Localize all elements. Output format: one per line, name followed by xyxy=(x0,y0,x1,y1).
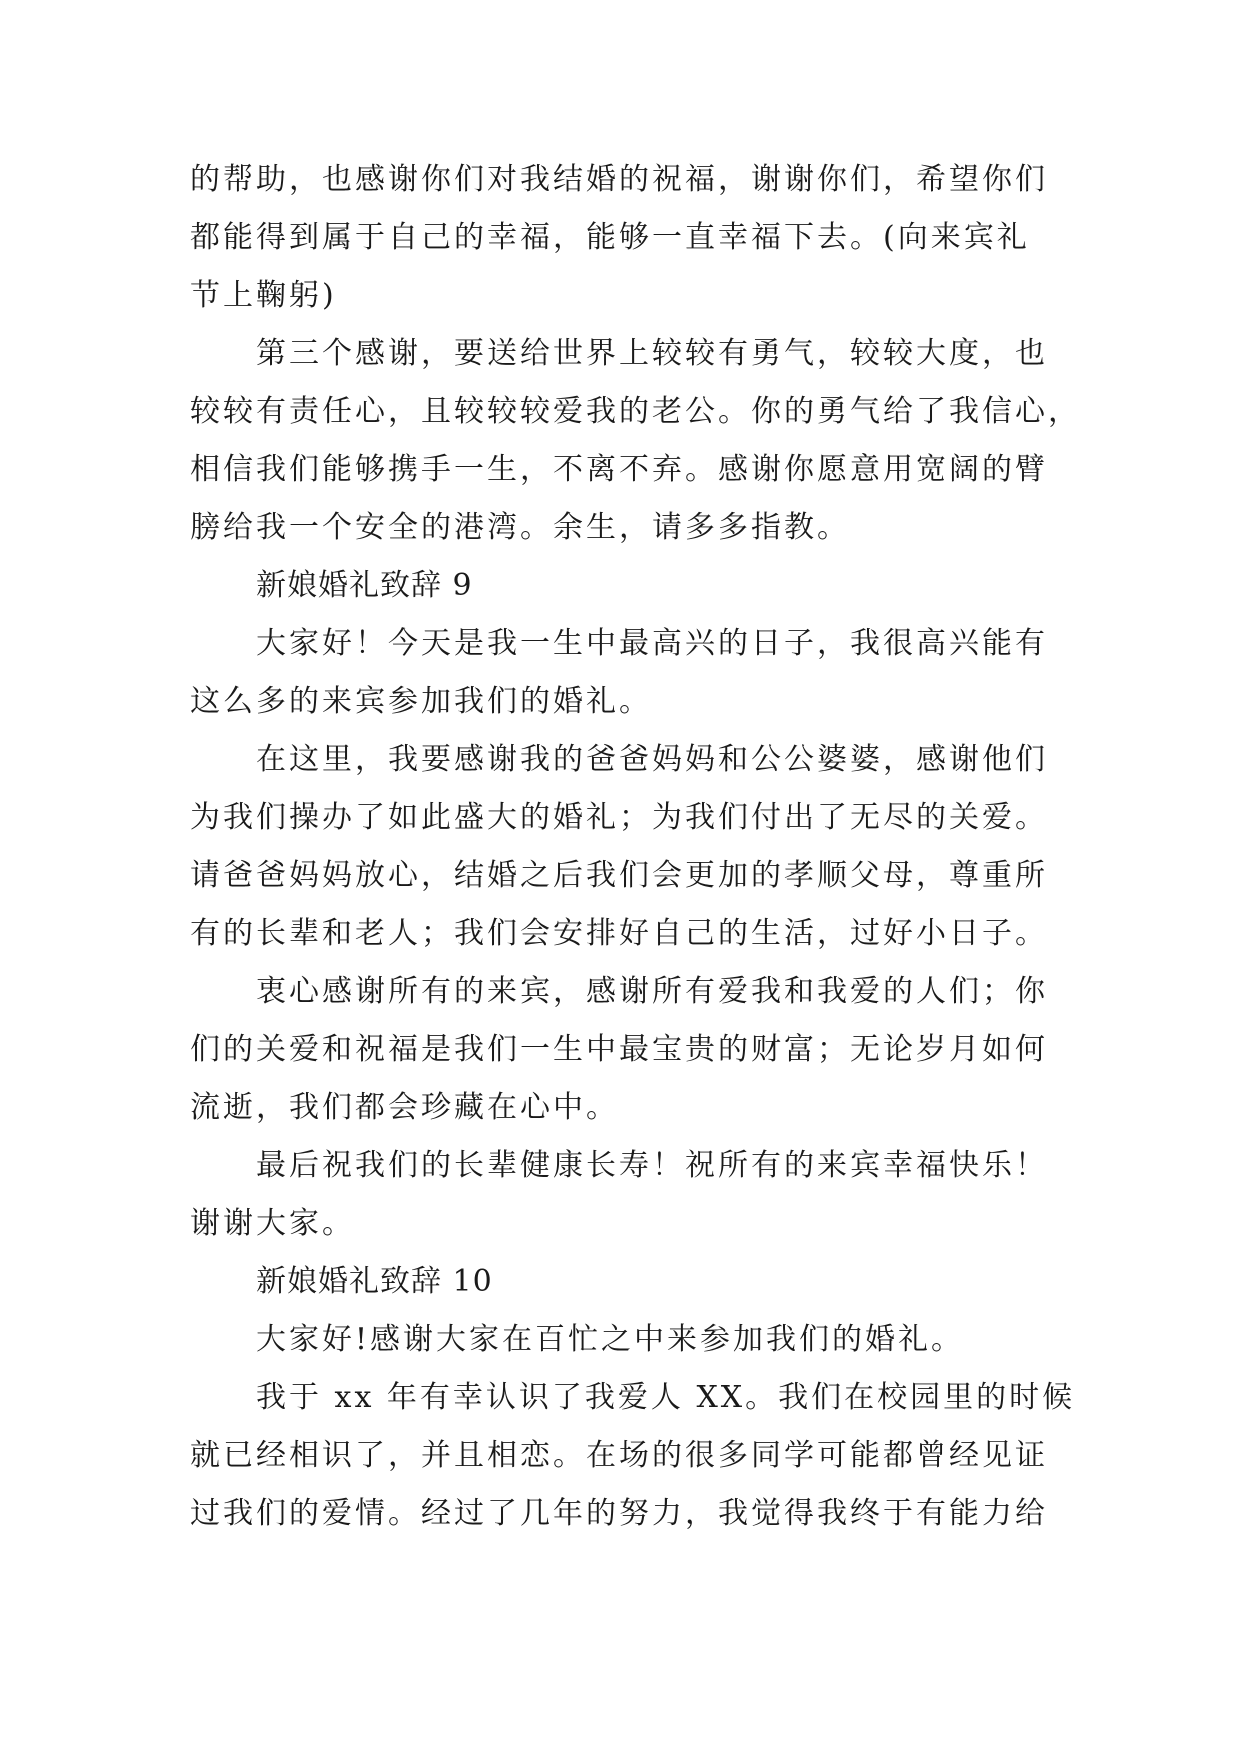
text-line: 就已经相识了，并且相恋。在场的很多同学可能都曾经见证 xyxy=(190,1438,1048,1473)
text-line: 都能得到属于自己的幸福，能够一直幸福下去。(向来宾礼 xyxy=(190,220,1030,255)
text-line: 第三个感谢，要送给世界上较较有勇气，较较大度，也 xyxy=(256,336,1048,371)
text-line: 流逝，我们都会珍藏在心中。 xyxy=(190,1090,619,1125)
text-line: 膀给我一个安全的港湾。余生，请多多指教。 xyxy=(190,510,850,545)
section-heading: 新娘婚礼致辞 10 xyxy=(256,1264,493,1299)
text-line: 大家好!感谢大家在百忙之中来参加我们的婚礼。 xyxy=(256,1322,965,1357)
text-line: 请爸爸妈妈放心，结婚之后我们会更加的孝顺父母，尊重所 xyxy=(190,858,1048,893)
document-body xyxy=(190,151,1081,1543)
text-line: 谢谢大家。 xyxy=(190,1206,355,1241)
text-line: 过我们的爱情。经过了几年的努力，我觉得我终于有能力给 xyxy=(190,1496,1048,1531)
text-line: 大家好！今天是我一生中最高兴的日子，我很高兴能有 xyxy=(256,626,1048,661)
text-line: 最后祝我们的长辈健康长寿！祝所有的来宾幸福快乐！ xyxy=(256,1148,1048,1183)
text-line: 这么多的来宾参加我们的婚礼。 xyxy=(190,684,652,719)
text-line: 为我们操办了如此盛大的婚礼；为我们付出了无尽的关爱。 xyxy=(190,800,1048,835)
section-heading: 新娘婚礼致辞 9 xyxy=(256,568,473,603)
text-line: 节上鞠躬) xyxy=(190,278,337,313)
text-line: 们的关爱和祝福是我们一生中最宝贵的财富；无论岁月如何 xyxy=(190,1032,1048,1067)
text-line: 在这里，我要感谢我的爸爸妈妈和公公婆婆，感谢他们 xyxy=(256,742,1048,777)
text-line: 衷心感谢所有的来宾，感谢所有爱我和我爱的人们；你 xyxy=(256,974,1048,1009)
text-line: 相信我们能够携手一生，不离不弃。感谢你愿意用宽阔的臂 xyxy=(190,452,1048,487)
text-line: 较较有责任心，且较较较爱我的老公。你的勇气给了我信心， xyxy=(190,394,1081,429)
text-line: 我于 xx 年有幸认识了我爱人 XX。我们在校园里的时候 xyxy=(256,1380,1076,1415)
text-line: 有的长辈和老人；我们会安排好自己的生活，过好小日子。 xyxy=(190,916,1048,951)
text-line: 的帮助，也感谢你们对我结婚的祝福，谢谢你们，希望你们 xyxy=(190,162,1048,197)
